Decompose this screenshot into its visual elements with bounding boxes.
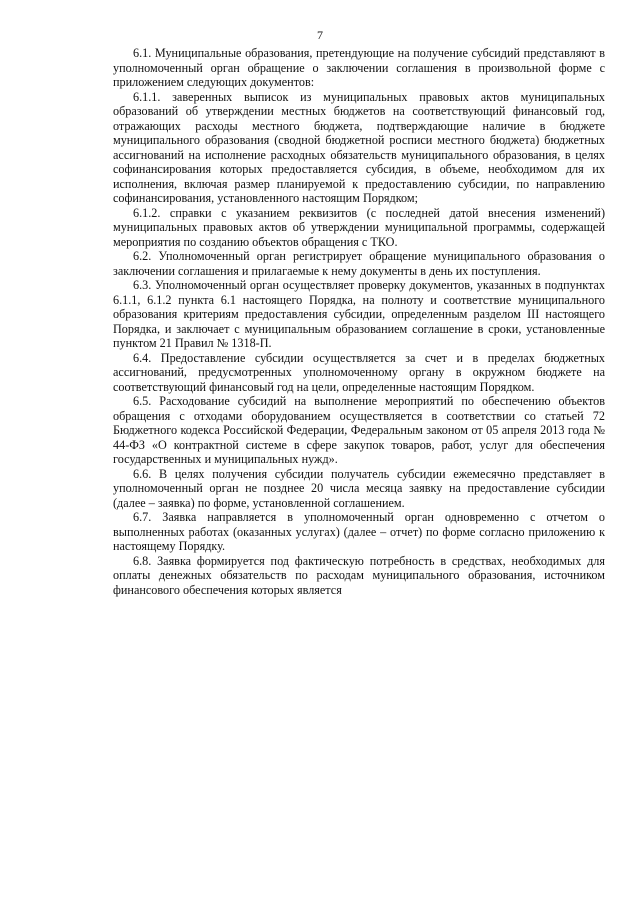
paragraph-6-1-2: 6.1.2. справки с указанием реквизитов (с последней датой внесения изменений) муниципальных правовых актов об утверждении муниципальной программы, содержащей мероприятия по созданию объектов обращения с ТКО.: [113, 205, 605, 249]
paragraph-6-5: 6.5. Расходование субсидий на выполнение мероприятий по обеспечению объектов обращения с отходами оборудованием осуществляется в соответствии со статьей 72 Бюджетного кодекса Российской Федерации, Федеральным законом от 05 апреля 2013 года № 44-ФЗ «О контрактной системе в сфере закупок товаров, работ, услуг для обеспечения государственных и муниципальных нужд».: [113, 394, 605, 466]
paragraph-6-1: 6.1. Муниципальные образования, претендующие на получение субсидий представляют в уполномоченный орган обращение о заключении соглашения в произвольной форме с приложением следующих документов:: [113, 46, 605, 89]
paragraph-6-2: 6.2. Уполномоченный орган регистрирует обращение муниципального образования о заключении соглашения и прилагаемые к нему документы в день их поступления.: [113, 249, 605, 278]
paragraph-6-1-1: 6.1.1. заверенных выписок из муниципальных правовых актов муниципальных образований об утверждении местных бюджетов на соответствующий финансовый год, отражающих расходы местного бюджета, подтверждающие наличие в бюджете муниципального образования (сводной бюджетной росписи местного бюджета) бюджетных ассигнований на исполнение расходных обязательств муниципального образования, в целях софинансирования которых предоставляется субсидия, в объеме, необходимом для их исполнения, включая размер планируемой к предоставлению субсидии, по направлению софинансирования, установленного настоящим Порядком;: [113, 89, 605, 205]
page-number: 7: [317, 28, 323, 42]
paragraph-6-6: 6.6. В целях получения субсидии получатель субсидии ежемесячно представляет в уполномоченный орган не позднее 20 числа месяца заявку на предоставление субсидии (далее – заявка) по форме, установленной соглашением.: [113, 466, 605, 510]
paragraph-6-3: 6.3. Уполномоченный орган осуществляет проверку документов, указанных в подпунктах 6.1.1, 6.1.2 пункта 6.1 настоящего Порядка, на полноту и соответствие муниципального образования критериям предоставления субсидии, определенным разделом III настоящего Порядка, и заключает с муниципальным образованием соглашение в сроки, установленные пунктом 21 Правил № 1318-П.: [113, 278, 605, 350]
paragraph-6-8: 6.8. Заявка формируется под фактическую потребность в средствах, необходимых для оплаты денежных обязательств по расходам муниципального образования, источником финансового обеспечения которых является: [113, 553, 605, 597]
paragraph-6-7: 6.7. Заявка направляется в уполномоченный орган одновременно с отчетом о выполненных работах (оказанных услугах) (далее – отчет) по форме согласно приложению к настоящему Порядку.: [113, 510, 605, 553]
document-body: [113, 46, 605, 597]
paragraph-6-4: 6.4. Предоставление субсидии осуществляется за счет и в пределах бюджетных ассигнований, предусмотренных уполномоченному органу в окружном бюджете на соответствующий финансовый год на цели, определенные настоящим Порядком.: [113, 350, 605, 394]
